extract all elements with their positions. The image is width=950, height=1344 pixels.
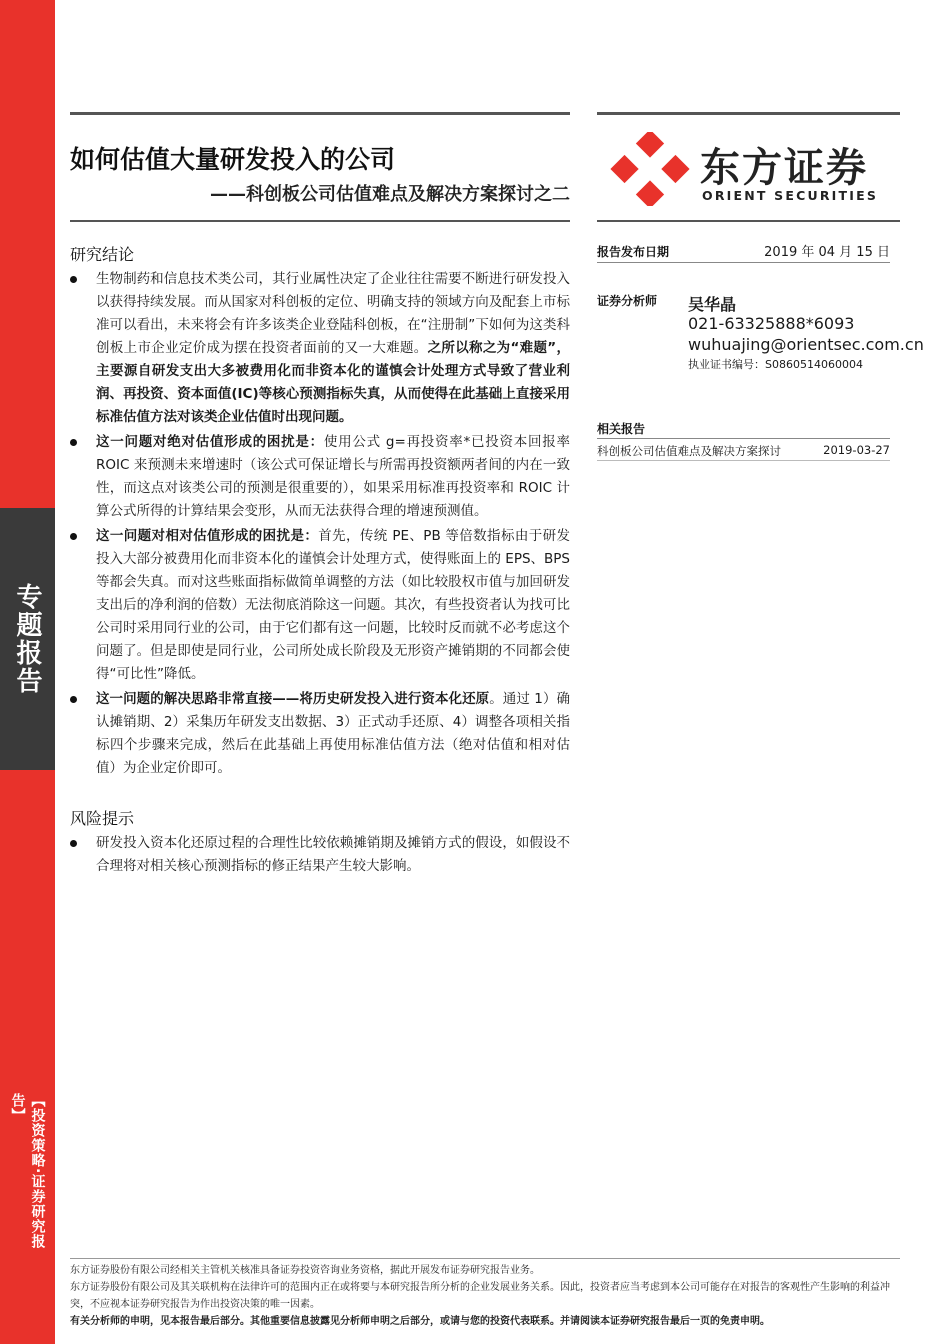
related-label: 相关报告 — [597, 422, 646, 436]
analyst-email: wuhuajing@orientsec.com.cn — [688, 335, 924, 354]
conclusion-item — [70, 268, 570, 429]
logo-top-rule — [597, 112, 900, 115]
date-divider — [597, 262, 890, 263]
related-divider — [597, 438, 890, 439]
bullet-icon — [70, 276, 77, 283]
report-type-band — [0, 508, 55, 770]
report-type-label: 专题报告 — [12, 583, 42, 695]
conclusion-text: 。通过 1）确认摊销期、2）采集历年研发支出数据、3）正式动手还原、4）调整各项相关指标四个步骤来完成，然后在此基础上再使用标准估值方法（绝对估值和相对估值）为企业定价即可。 — [96, 691, 571, 776]
conclusion-item — [70, 688, 570, 780]
date-value: 2019 年 04 月 15 日 — [764, 245, 890, 260]
logo-mark-icon — [610, 132, 690, 206]
risk-text: 研发投入资本化还原过程的合理性比较依赖摊销期及摊销方式的假设，如假设不合理将对相关核心预测指标的修正结果产生较大影响。 — [96, 835, 570, 874]
risk-item — [70, 832, 570, 878]
conclusion-lead: 这一问题的解决思路非常直接——将历史研发投入进行资本化还原 — [96, 691, 490, 707]
related-title[interactable]: 科创板公司估值难点及解决方案探讨 — [597, 444, 781, 458]
conclusion-lead: 这一问题对相对估值形成的困扰是： — [96, 528, 319, 544]
category-band — [0, 1093, 55, 1263]
analyst-phone: 021-63325888*6093 — [688, 314, 855, 333]
conclusion-list — [70, 268, 570, 782]
logo-name-en: ORIENT SECURITIES — [702, 188, 879, 203]
category-label: 【投资策略·证券研究报告】 — [9, 1093, 46, 1250]
bullet-icon — [70, 439, 77, 446]
logo-bottom-rule — [597, 220, 900, 222]
conclusion-text: 生物制药和信息技术类公司，其行业属性决定了企业往往需要不断进行研发投入以获得持续发展。而从国家对科创板的定位、明确支持的领域方向及配套上市标准可以看出，未来将会有许多该类企业登陆科创板，在“注册制”下如何为这类科创板上市企业定价成为摆在投资者面前的又一大难题。 — [96, 271, 570, 356]
header-top-rule — [70, 112, 570, 115]
analyst-license: 执业证书编号：S0860514060004 — [688, 358, 863, 371]
bullet-icon — [70, 696, 77, 703]
related-bottom-divider — [597, 460, 890, 461]
bullet-icon — [70, 840, 77, 847]
header-bottom-rule — [70, 220, 570, 222]
conclusion-text: 使用公式 g=再投资率*已投资本回报率 ROIC 来预测未来增速时（该公式可保证增长与所需再投资额两者间的内在一致性，而这点对该类公司的预测是很重要的），如果采用标准再投资率和 ROIC 计算公式所得的计算结果会变形，从而无法获得合理的增速预测值。 — [96, 434, 571, 519]
conclusion-lead: 这一问题对绝对估值形成的困扰是： — [96, 434, 324, 450]
analyst-label: 证券分析师 — [597, 294, 658, 308]
conclusion-text: 首先，传统 PE、PB 等倍数指标由于研发投入大部分被费用化而非资本化的谨慎会计处理方式，使得账面上的 EPS、BPS 等都会失真。而对这些账面指标做简单调整的方法（如比较股权市值与加回研发支出后的净利润的倍数）无法彻底消除这一问题。其次，有些投资者认为找可比公司时采用同行业的公司，由于它们都有这一问题，比较时反而就不必考虑这个问题了。但是即使是同行业，公司所处成长阶段及无形资产摊销期的不同都会使得“可比性”降低。 — [96, 528, 571, 682]
conclusion-heading: 研究结论 — [70, 245, 135, 264]
page-subtitle: ——科创板公司估值难点及解决方案探讨之二 — [210, 184, 570, 205]
footer-disclaimer — [70, 1262, 900, 1330]
bullet-icon — [70, 533, 77, 540]
date-label: 报告发布日期 — [597, 245, 670, 259]
footer-line-1: 东方证券股份有限公司经相关主管机关核准具备证券投资咨询业务资格，据此开展发布证券研究报告业务。 — [70, 1265, 540, 1276]
page-title: 如何估值大量研发投入的公司 — [70, 145, 396, 174]
risk-list — [70, 832, 570, 880]
related-date: 2019-03-27 — [823, 443, 890, 457]
left-sidebar — [0, 0, 55, 1344]
risk-heading: 风险提示 — [70, 809, 135, 828]
conclusion-item — [70, 431, 570, 523]
logo-name-cn: 东方证券 — [700, 145, 868, 191]
footer-line-2: 东方证券股份有限公司及其关联机构在法律许可的范围内正在或将要与本研究报告所分析的企业发展业务关系。因此，投资者应当考虑到本公司可能存在对报告的客观性产生影响的利益冲突，不应视本证券研究报告为作出投资决策的唯一因素。 — [70, 1282, 890, 1310]
conclusion-emphasis: 之所以称之为“难题”，主要源自研发支出大多被费用化而非资本化的谨慎会计处理方式导致了营业利润、再投资、资本面值(IC)等核心预测指标失真，从而使得在此基础上直接采用标准估值方法对该类企业估值时出现问题。 — [96, 340, 571, 425]
company-logo — [610, 130, 890, 210]
conclusion-item — [70, 525, 570, 686]
analyst-name: 吴华晶 — [688, 295, 737, 314]
footer-line-3: 有关分析师的申明，见本报告最后部分。其他重要信息披露见分析师申明之后部分，或请与您的投资代表联系。并请阅读本证券研究报告最后一页的免责申明。 — [70, 1316, 770, 1327]
footer-rule — [70, 1258, 900, 1259]
